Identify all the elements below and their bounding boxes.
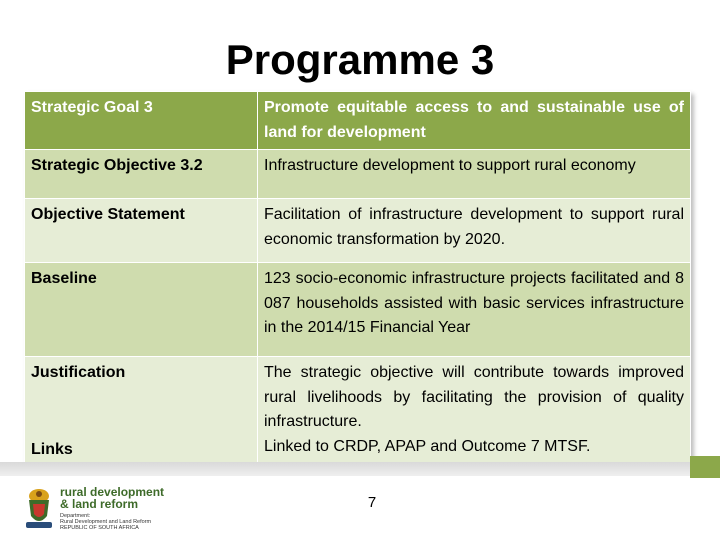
table-row-goal bbox=[25, 92, 691, 150]
logo-line-1: rural development bbox=[60, 485, 165, 499]
footer-band bbox=[0, 462, 720, 476]
links-label: Links bbox=[31, 440, 73, 458]
department-logo bbox=[22, 486, 172, 534]
page-number: 7 bbox=[367, 494, 377, 511]
table-row-baseline bbox=[25, 263, 691, 357]
objective-label: Strategic Objective 3.2 bbox=[25, 150, 258, 199]
goal-label: Strategic Goal 3 bbox=[25, 92, 258, 150]
logo-sub-1: Department: bbox=[60, 513, 91, 519]
goal-value: Promote equitable access to and sustainable use of land for development bbox=[258, 92, 691, 150]
coat-of-arms-icon bbox=[22, 486, 56, 532]
justification-value bbox=[258, 357, 691, 469]
links-text: Linked to CRDP, APAP and Outcome 7 MTSF. bbox=[264, 437, 591, 455]
justification-text: The strategic objective will contribute towards improved rural livelihoods by facilitating the provision of quality infrastructure. bbox=[264, 364, 684, 430]
page-title: Programme 3 bbox=[225, 36, 495, 83]
justification-label: Justification bbox=[31, 364, 126, 381]
baseline-label: Baseline bbox=[25, 263, 258, 357]
logo-line-2: & land reform bbox=[60, 497, 139, 511]
justification-cell bbox=[25, 357, 258, 469]
objective-value: Infrastructure development to support rural economy bbox=[258, 150, 691, 199]
logo-sub-2: Rural Development and Land Reform bbox=[60, 519, 152, 525]
logo-sub-3: REPUBLIC OF SOUTH AFRICA bbox=[60, 525, 139, 531]
programme-table bbox=[24, 91, 691, 465]
table-row-statement bbox=[25, 199, 691, 263]
table-row-justification bbox=[25, 357, 691, 469]
statement-label: Objective Statement bbox=[25, 199, 258, 263]
footer-accent bbox=[690, 456, 720, 478]
table-row-objective bbox=[25, 150, 691, 199]
baseline-value: 123 socio-economic infrastructure projects facilitated and 8 087 households assisted with basic services infrastructure in the 2014/15 Financial Year bbox=[258, 263, 691, 357]
statement-value: Facilitation of infrastructure development to support rural economic transformation by 2020. bbox=[258, 199, 691, 263]
